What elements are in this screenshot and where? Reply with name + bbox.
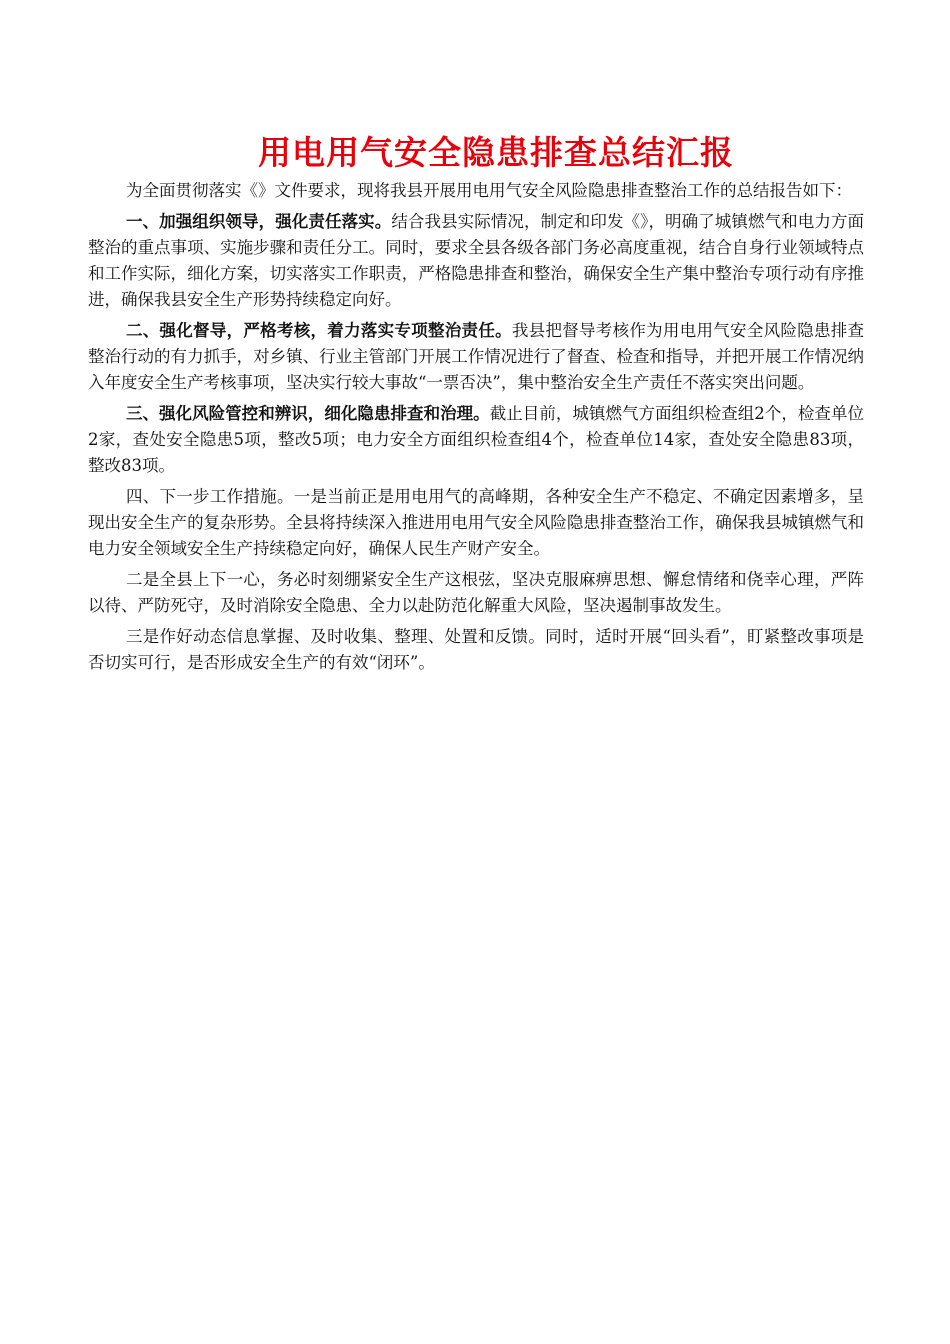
paragraph-text: 为全面贯彻落实《》文件要求，现将我县开展用电用气安全风险隐患排查整治工作的总结报告如下： [125,181,852,200]
paragraph-text: 二是全县上下一心，务必时刻绷紧安全生产这根弦，坚决克服麻痹思想、懈怠情绪和侥幸心理，严阵以待、严防死守，及时消除安全隐患、全力以赴防范化解重大风险，坚决遏制事故发生。 [88,570,864,615]
paragraph-section-1 [88,209,864,313]
document-title: 用电用气安全隐患排查总结汇报 [258,133,734,172]
paragraph-text: 三是作好动态信息掌握、及时收集、整理、处置和反馈。同时，适时开展“回头看”，盯紧整改事项是否切实可行，是否形成安全生产的有效“闭环”。 [88,627,864,672]
paragraph-section-4 [88,484,864,562]
paragraph-measure-3 [88,624,864,676]
paragraph-lead: 三、强化风险管控和辨识，细化隐患排查和治理。 [125,404,490,423]
paragraph-text: 结合我县实际情况，制定和印发《》，明确了城镇燃气和电力方面整治的重点事项、实施步骤和责任分工。同时，要求全县各级各部门务必高度重视，结合自身行业领域特点和工作实际，细化方案，切实落实工作职责，严格隐患排查和整治，确保安全生产集中整治专项行动有序推进，确保我县安全生产形势持续稳定向好。 [88,212,865,309]
paragraph-text: 我县把督导考核作为用电用气安全风险隐患排查整治行动的有力抓手，对乡镇、行业主管部门开展工作情况进行了督查、检查和指导，并把开展工作情况纳入年度安全生产考核事项，坚决实行较大事故“一票否决”，集中整治安全生产责任不落实突出问题。 [88,321,865,392]
paragraph-lead: 二、强化督导，严格考核，着力落实专项整治责任。 [125,321,512,340]
paragraph-intro [88,178,864,204]
paragraph-lead: 一、加强组织领导，强化责任落实。 [125,212,392,231]
document-page [88,128,864,681]
paragraph-section-2 [88,318,864,396]
paragraph-text: 四、下一步工作措施。一是当前正是用电用气的高峰期，各种安全生产不稳定、不确定因素增多，呈现出安全生产的复杂形势。全县将持续深入推进用电用气安全风险隐患排查整治工作，确保我县城镇燃气和电力安全领域安全生产持续稳定向好，确保人民生产财产安全。 [88,487,864,558]
paragraph-measure-2 [88,567,864,619]
paragraph-section-3 [88,401,864,479]
paragraph-text: 截止目前，城镇燃气方面组织检查组2个，检查单位2家，查处安全隐患5项，整改5项；电力安全方面组织检查组4个，检查单位14家，查处安全隐患83项，整改83项。 [88,404,864,475]
